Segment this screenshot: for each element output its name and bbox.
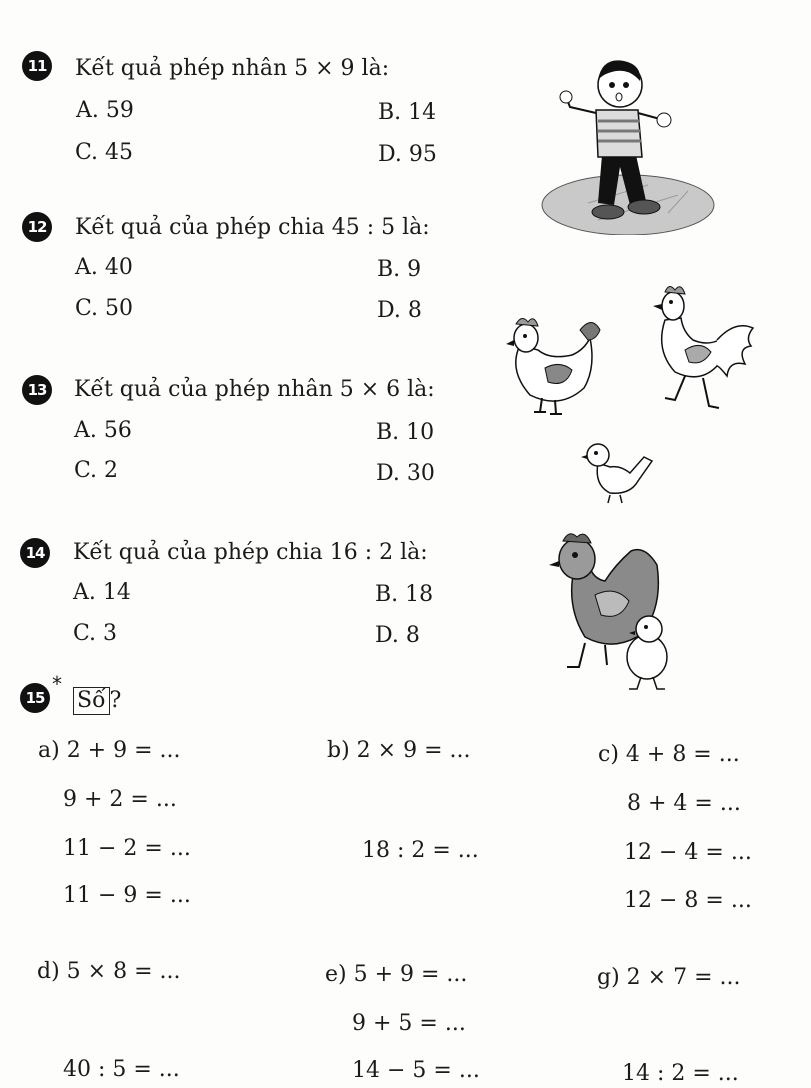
exercise-b-1: b) 2 × 9 = ...: [327, 738, 471, 763]
bird-illustration: [580, 435, 655, 505]
question-number-13: 13: [22, 375, 52, 405]
hen-illustration: [500, 310, 610, 420]
boxed-word: Số: [73, 687, 110, 715]
question-number-12: 12: [22, 212, 52, 242]
exercise-g-1: g) 2 × 7 = ...: [597, 965, 741, 990]
question-15-prompt: [73, 687, 121, 715]
exercise-e-1: e) 5 + 9 = ...: [325, 962, 468, 987]
question-number-11: 11: [22, 51, 52, 81]
q12-option-c: C. 50: [75, 296, 134, 321]
rooster-illustration: [645, 280, 760, 420]
exercise-g-2: 14 : 2 = ...: [622, 1061, 739, 1086]
exercise-c-1: c) 4 + 8 = ...: [598, 742, 740, 767]
q11-option-a: A. 59: [76, 98, 134, 123]
q11-option-c: C. 45: [75, 140, 134, 165]
q14-option-d: D. 8: [375, 623, 420, 648]
question-14-text: Kết quả của phép chia 16 : 2 là:: [73, 540, 428, 565]
exercise-a-3: 11 − 2 = ...: [63, 836, 191, 861]
exercise-b-2: 18 : 2 = ...: [362, 838, 479, 863]
boy-illustration: [538, 55, 718, 235]
q12-option-a: A. 40: [75, 255, 133, 280]
q13-option-c: C. 2: [74, 458, 119, 483]
question-13-text: Kết quả của phép nhân 5 × 6 là:: [74, 377, 435, 402]
exercise-c-4: 12 − 8 = ...: [624, 888, 752, 913]
exercise-e-3: 14 − 5 = ...: [352, 1058, 480, 1083]
exercise-c-2: 8 + 4 = ...: [627, 791, 741, 816]
exercise-d-2: 40 : 5 = ...: [63, 1057, 180, 1082]
exercise-a-4: 11 − 9 = ...: [63, 883, 191, 908]
challenge-star: *: [52, 672, 62, 696]
hen-and-chick-illustration: [545, 525, 670, 695]
question-mark: ?: [109, 688, 122, 713]
q13-option-d: D. 30: [376, 461, 435, 486]
exercise-a-1: a) 2 + 9 = ...: [38, 738, 181, 763]
q12-option-d: D. 8: [377, 298, 422, 323]
q14-option-c: C. 3: [73, 621, 118, 646]
exercise-e-2: 9 + 5 = ...: [352, 1011, 466, 1036]
q11-option-d: D. 95: [378, 142, 437, 167]
exercise-d-1: d) 5 × 8 = ...: [37, 959, 181, 984]
q13-option-b: B. 10: [376, 420, 435, 445]
q12-option-b: B. 9: [377, 257, 422, 282]
question-12-text: Kết quả của phép chia 45 : 5 là:: [75, 215, 430, 240]
exercise-a-2: 9 + 2 = ...: [63, 787, 177, 812]
question-11-text: Kết quả phép nhân 5 × 9 là:: [75, 56, 390, 81]
exercise-c-3: 12 − 4 = ...: [624, 840, 752, 865]
q14-option-a: A. 14: [73, 580, 131, 605]
question-number-15: 15: [20, 683, 50, 713]
q14-option-b: B. 18: [375, 582, 434, 607]
q11-option-b: B. 14: [378, 100, 437, 125]
question-number-14: 14: [20, 538, 50, 568]
q13-option-a: A. 56: [74, 418, 132, 443]
